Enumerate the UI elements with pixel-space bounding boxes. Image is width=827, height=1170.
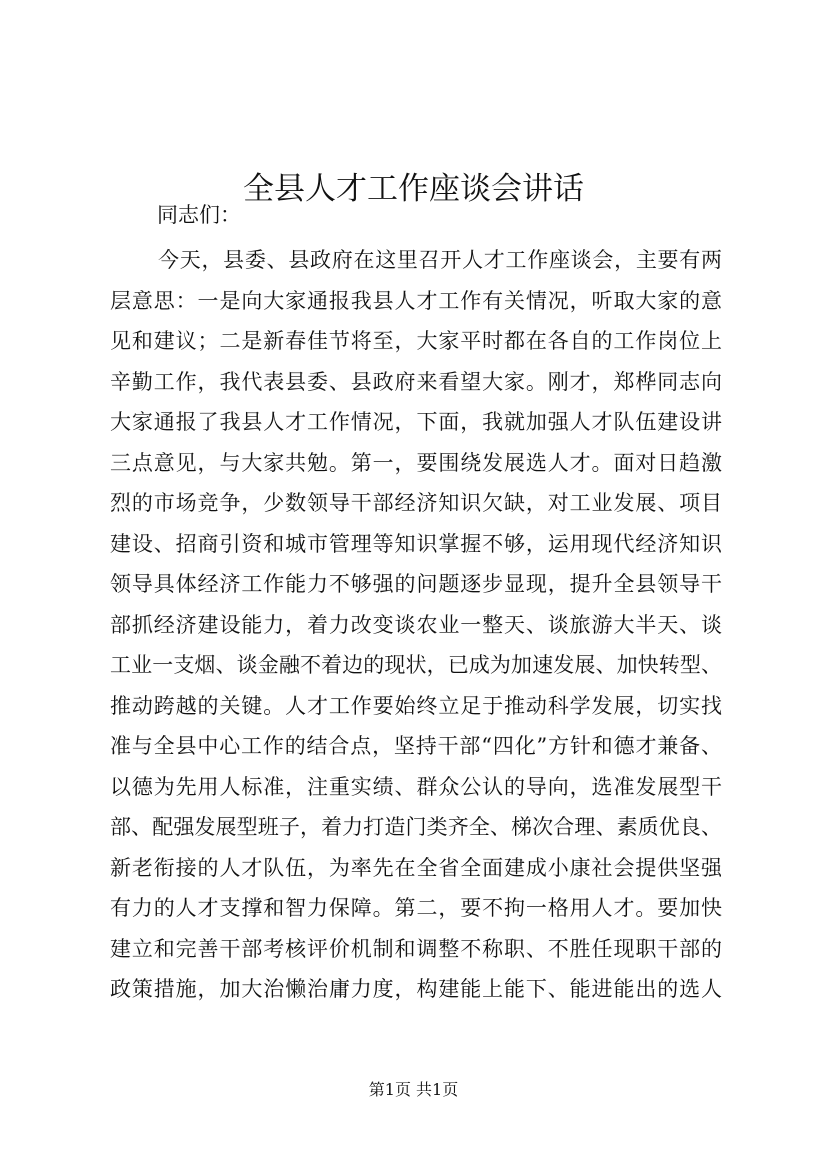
body-line: 三点意见，与大家共勉。第一，要围绕发展选人才。面对日趋激 — [110, 450, 722, 475]
body-text — [110, 240, 722, 1010]
body-line: 部、配强发展型班子，着力打造门类齐全、梯次合理、素质优良、 — [110, 815, 722, 839]
body-line: 以德为先用人标准，注重实绩、群众公认的导向，选准发展型干 — [110, 774, 722, 799]
body-line: 建立和完善干部考核评价机制和调整不称职、不胜任现职干部的 — [110, 936, 722, 961]
body-line: 新老衔接的人才队伍，为率先在全省全面建成小康社会提供坚强 — [110, 855, 722, 880]
body-line: 工业一支烟、谈金融不着边的现状，已成为加速发展、加快转型、 — [110, 653, 722, 677]
body-line: 大家通报了我县人才工作情况，下面，我就加强人才队伍建设讲 — [110, 410, 722, 434]
body-line: 领导具体经济工作能力不够强的问题逐步显现，提升全县领导干 — [110, 572, 722, 596]
body-line: 推动跨越的关键。人才工作要始终立足于推动科学发展，切实找 — [110, 693, 722, 718]
body-line: 建设、招商引资和城市管理等知识掌握不够，运用现代经济知识 — [110, 531, 722, 556]
body-line: 准与全县中心工作的结合点，坚持干部“四化”方针和德才兼备、 — [110, 734, 722, 758]
body-line: 辛勤工作，我代表县委、县政府来看望大家。刚才，郑桦同志向 — [110, 369, 722, 394]
body-line: 政策措施，加大治懒治庸力度，构建能上能下、能进能出的选人 — [110, 977, 722, 1001]
body-line: 见和建议；二是新春佳节将至，大家平时都在各自的工作岗位上 — [110, 329, 722, 353]
body-line: 烈的市场竞争，少数领导干部经济知识欠缺，对工业发展、项目 — [110, 491, 722, 515]
body-line: 有力的人才支撑和智力保障。第二，要不拘一格用人才。要加快 — [110, 896, 722, 920]
body-line: 部抓经济建设能力，着力改变谈农业一整天、谈旅游大半天、谈 — [110, 612, 722, 637]
document-title: 全县人才工作座谈会讲话 — [243, 170, 584, 207]
page-number-footer: 第1页 共1页 — [368, 1080, 459, 1099]
body-line: 层意思：一是向大家通报我县人才工作有关情况，听取大家的意 — [110, 288, 722, 313]
salutation: 同志们： — [157, 203, 241, 227]
body-line: 今天，县委、县政府在这里召开人才工作座谈会，主要有两 — [158, 248, 722, 272]
